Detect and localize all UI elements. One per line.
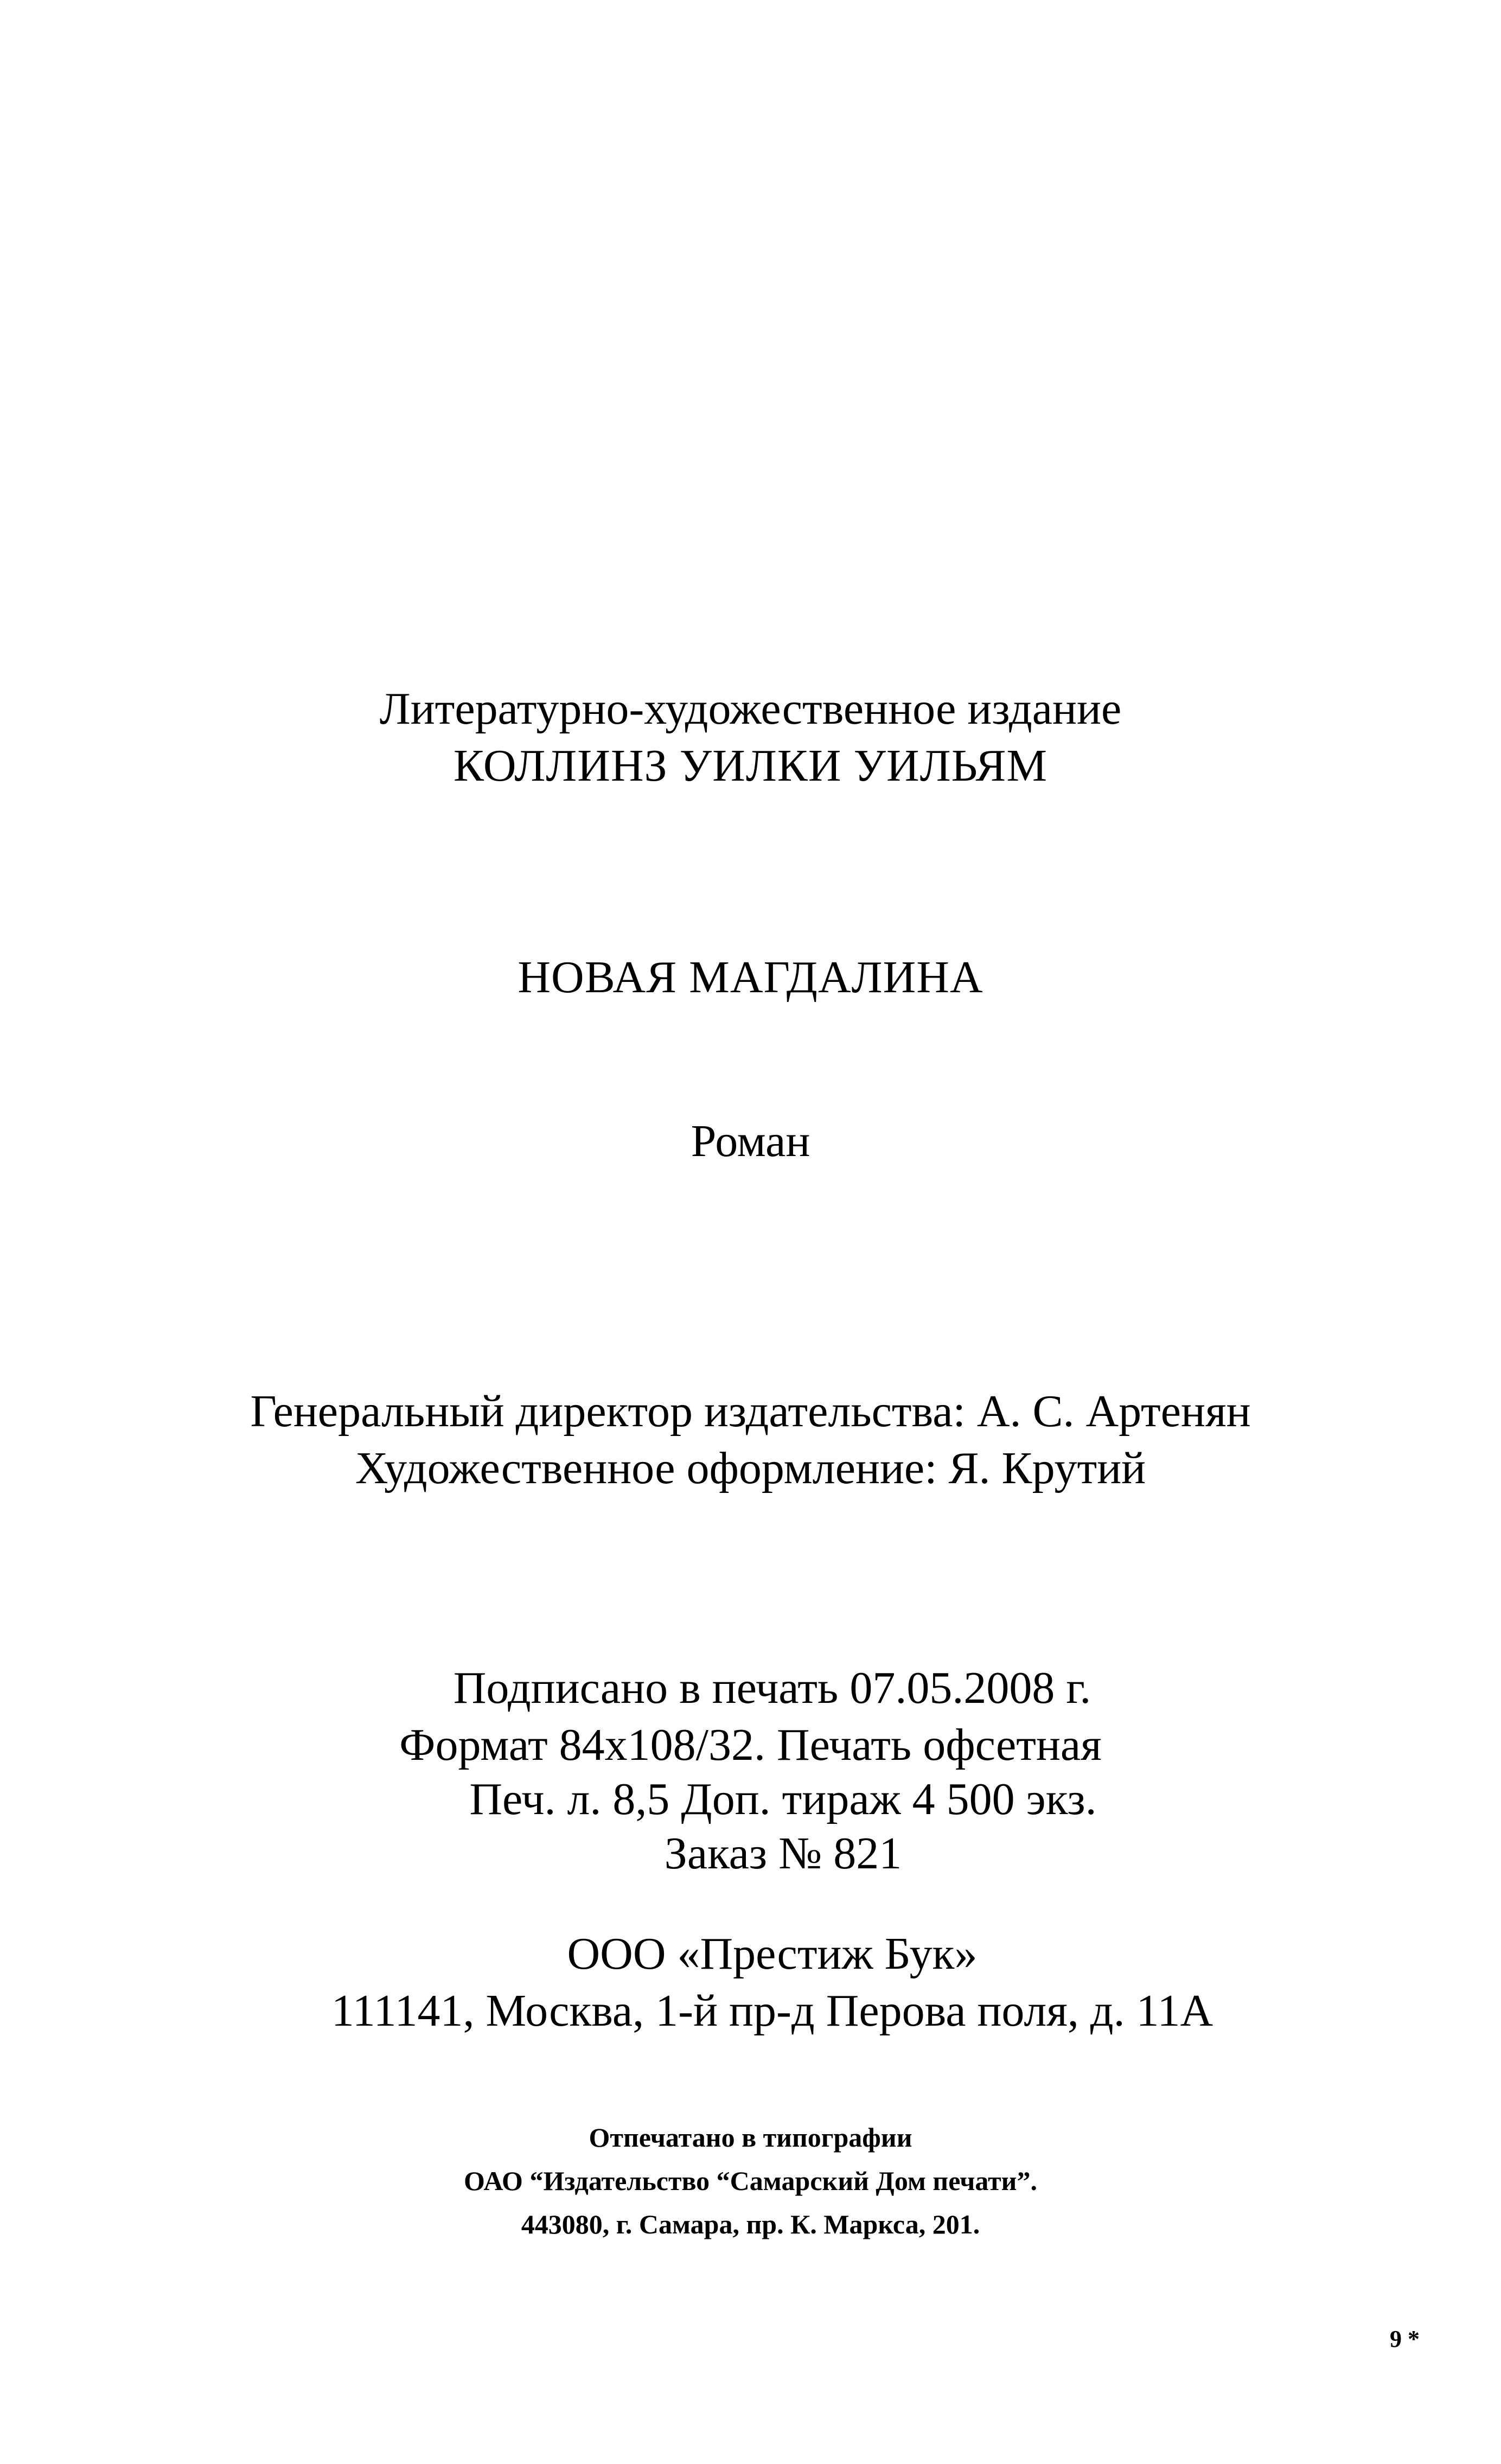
book-genre: Роман [691, 1116, 810, 1166]
print-volume: Печ. л. 8,5 Доп. тираж 4 500 экз. [469, 1774, 1097, 1824]
printer-line-2: ОАО “Издательство “Самарский Дом печати”. [464, 2166, 1037, 2196]
printer-signature-mark: 9 * [1390, 2326, 1420, 2352]
print-order: Заказ № 821 [664, 1828, 902, 1879]
print-signed: Подписано в печать 07.05.2008 г. [453, 1663, 1091, 1713]
print-format: Формат 84х108/32. Печать офсетная [399, 1720, 1102, 1770]
author-name: КОЛЛИНЗ УИЛКИ УИЛЬЯМ [453, 741, 1048, 791]
credits-director: Генеральный директор издательства: А. С. Артенян [250, 1386, 1251, 1437]
publisher-name: ООО «Престиж Бук» [567, 1929, 978, 1979]
publisher-address: 111141, Москва, 1-й пр-д Перова поля, д. 11А [331, 1986, 1213, 2036]
credits-design: Художественное оформление: Я. Крутий [355, 1443, 1146, 1493]
printer-line-1: Отпечатано в типографии [589, 2122, 912, 2153]
book-title: НОВАЯ МАГДАЛИНА [518, 952, 983, 1003]
printer-line-3: 443080, г. Самара, пр. К. Маркса, 201. [521, 2209, 980, 2239]
edition-type: Литературно-художественное издание [379, 684, 1122, 734]
